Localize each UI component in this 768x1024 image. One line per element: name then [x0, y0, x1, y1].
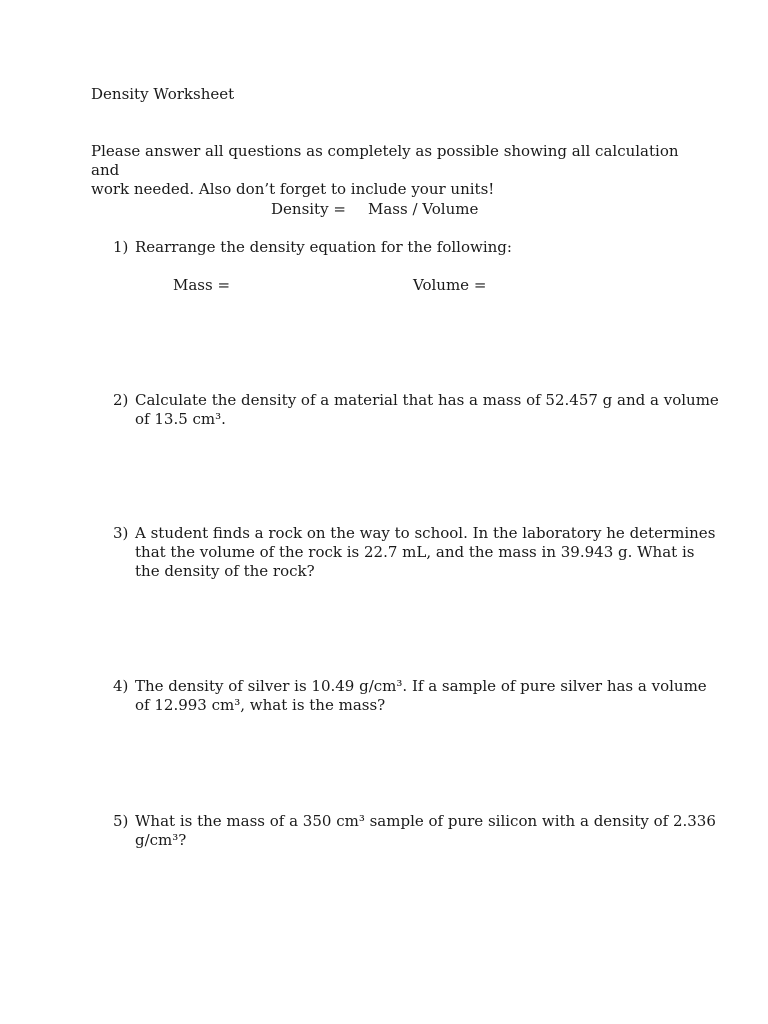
- question-line: the density of the rock?: [135, 562, 315, 580]
- question-line: A student finds a rock on the way to school. In the laboratory he determines: [135, 524, 716, 542]
- question-text: [135, 524, 716, 581]
- question-line: that the volume of the rock is 22.7 mL, and the mass in 39.943 g. What is: [135, 543, 695, 561]
- equation-right: Mass / Volume: [368, 200, 479, 218]
- question-number: 4): [113, 677, 129, 695]
- question-line: of 13.5 cm³.: [135, 410, 226, 428]
- question-text: [135, 391, 719, 429]
- question-number: 1): [113, 238, 129, 256]
- question-number: 2): [113, 391, 129, 409]
- question-number: 5): [113, 812, 129, 830]
- volume-label: Volume =: [413, 276, 487, 294]
- question-text: [135, 812, 716, 850]
- question-number: 3): [113, 524, 129, 542]
- equation-left: Density =: [271, 200, 346, 218]
- instructions-line: work needed. Also don’t forget to include your units!: [91, 180, 495, 198]
- mass-label: Mass =: [173, 276, 231, 294]
- instructions-line: Please answer all questions as completely as possible showing all calculation and: [91, 142, 679, 179]
- question-line: The density of silver is 10.49 g/cm³. If a sample of pure silver has a volume: [135, 677, 707, 695]
- question-line: g/cm³?: [135, 831, 187, 849]
- question-line: What is the mass of a 350 cm³ sample of pure silicon with a density of 2.336: [135, 812, 716, 830]
- question-line: Rearrange the density equation for the following:: [135, 238, 512, 256]
- question-line: Calculate the density of a material that has a mass of 52.457 g and a volume: [135, 391, 719, 409]
- question-text: [135, 677, 705, 715]
- instructions: [91, 142, 691, 199]
- page-title: Density Worksheet: [91, 85, 235, 103]
- question-text: [135, 238, 705, 257]
- question-line: of 12.993 cm³, what is the mass?: [135, 696, 386, 714]
